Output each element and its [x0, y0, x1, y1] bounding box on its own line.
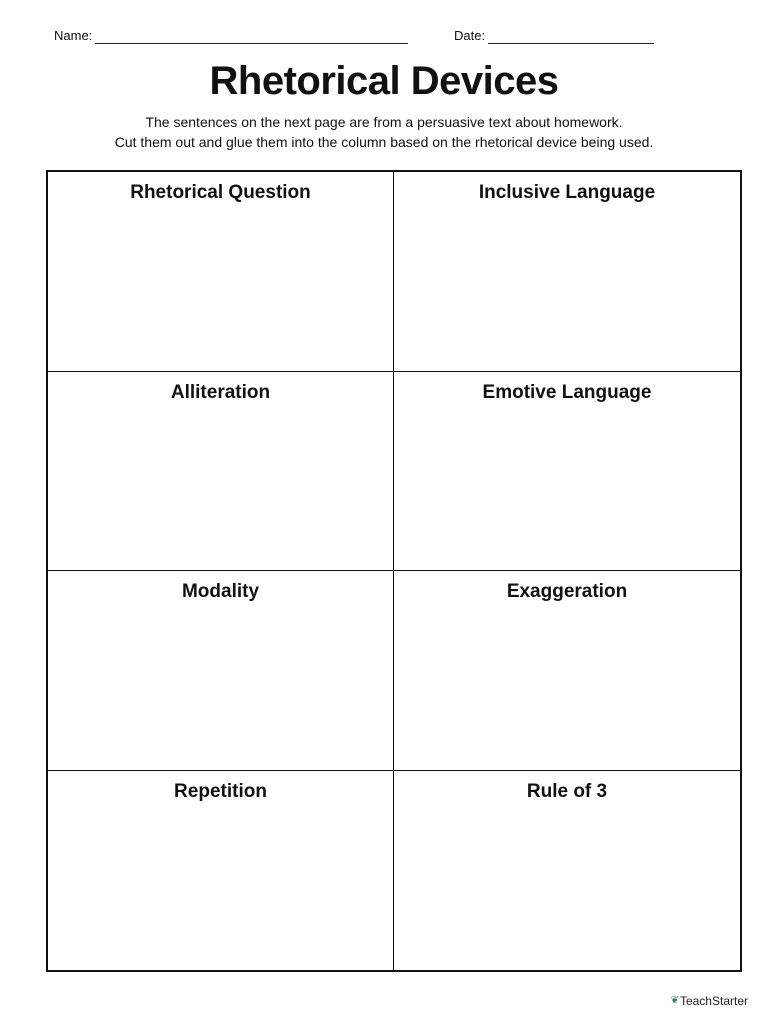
- instructions: [0, 112, 768, 152]
- category-cell-exaggeration[interactable]: [394, 571, 740, 771]
- category-heading: Modality: [181, 581, 260, 602]
- date-field[interactable]: [454, 28, 654, 44]
- brand-name: TeachStarter: [679, 994, 748, 1008]
- category-cell-rule-of-3[interactable]: [394, 771, 740, 971]
- category-cell-emotive-language[interactable]: [394, 372, 740, 572]
- name-field[interactable]: [54, 28, 408, 44]
- category-cell-inclusive-language[interactable]: [394, 172, 740, 372]
- category-cell-rhetorical-question[interactable]: [48, 172, 394, 372]
- name-label: Name:: [54, 28, 93, 43]
- sorting-table: [46, 170, 742, 972]
- instruction-line-1: The sentences on the next page are from a persuasive text about homework.: [145, 114, 623, 130]
- category-cell-repetition[interactable]: [48, 771, 394, 971]
- date-label: Date:: [454, 28, 486, 43]
- category-heading: Inclusive Language: [478, 182, 656, 203]
- category-cell-modality[interactable]: [48, 571, 394, 771]
- category-heading: Exaggeration: [506, 581, 628, 602]
- category-heading: Rhetorical Question: [130, 182, 311, 203]
- brand-logo: [671, 994, 748, 1008]
- date-write-line[interactable]: [488, 29, 654, 44]
- category-heading: Repetition: [174, 780, 267, 802]
- instruction-line-2: Cut them out and glue them into the column based on the rhetorical device being used.: [114, 134, 654, 150]
- category-heading: Emotive Language: [482, 381, 652, 403]
- name-write-line[interactable]: [95, 29, 408, 44]
- page-title: Rhetorical Devices: [209, 59, 559, 103]
- category-heading: Alliteration: [170, 381, 271, 403]
- student-info-row: [54, 28, 674, 48]
- leaf-icon: ❦: [670, 995, 679, 1006]
- category-cell-alliteration[interactable]: [48, 372, 394, 572]
- category-heading: Rule of 3: [526, 780, 608, 802]
